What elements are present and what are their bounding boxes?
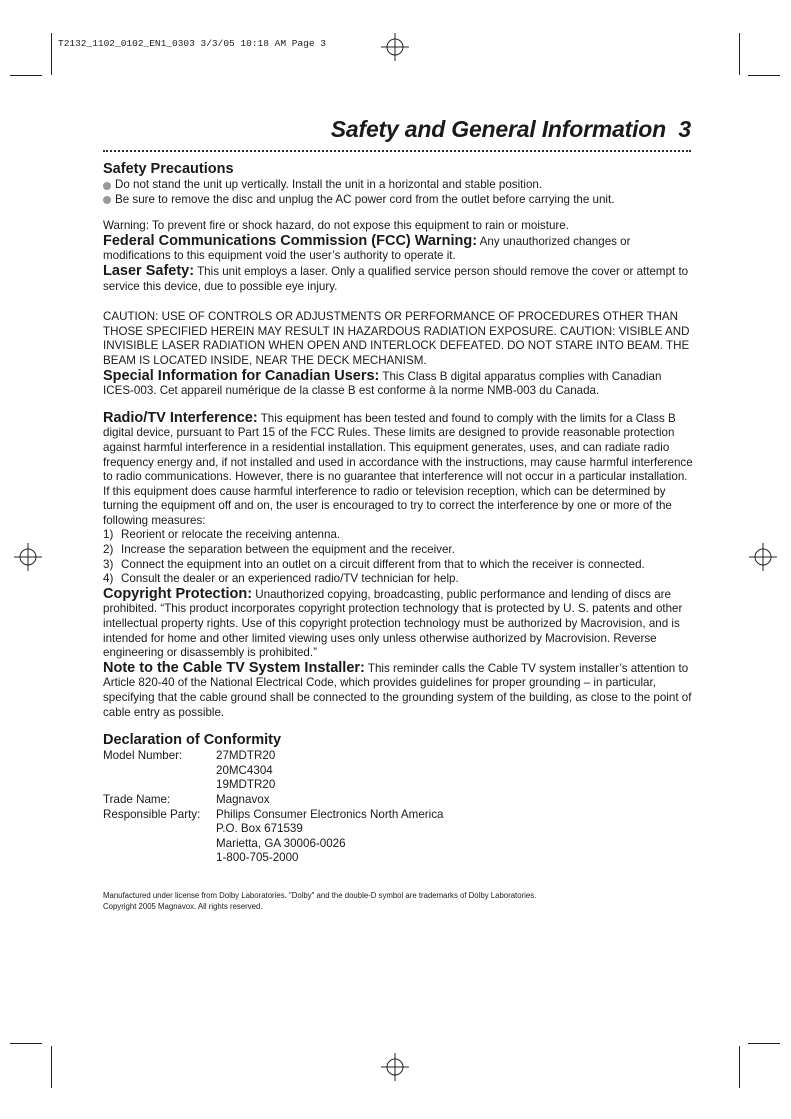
responsible-party-label: Responsible Party: (103, 807, 201, 821)
registration-mark-right-icon (749, 543, 777, 571)
model-number-value: 27MDTR20 (216, 749, 276, 763)
table-row (103, 749, 443, 764)
laser-safety-section (103, 264, 693, 294)
cable-text: This reminder calls the Cable TV system installer’s attention to Article 820-40 of the National Electrical Code, which provides guidelines for proper grounding – in particular, specifying that the cable ground shall be connected to the grounding system of the building, as close to the point of cable entry as possible. (103, 661, 692, 719)
cable-tv-installer-section (103, 661, 693, 720)
list-item-text: Reorient or relocate the receiving antenna. (121, 528, 341, 542)
responsible-party-value: Marietta, GA 30006-0026 (216, 836, 346, 850)
crop-mark-top-right-vertical (739, 33, 740, 75)
list-item-text: Consult the dealer or an experienced radio/TV technician for help. (121, 572, 459, 586)
laser-heading: Laser Safety: (103, 262, 195, 279)
conformity-heading: Declaration of Conformity (103, 732, 282, 749)
canadian-text: This Class B digital apparatus complies with Canadian ICES-003. Cet appareil numérique de la classe B est conforme à la norme NMB-003 du Canada. (103, 369, 662, 398)
crop-mark-bottom-left-horizontal (10, 1043, 42, 1044)
conformity-table (103, 749, 443, 866)
copyright-protection-section (103, 587, 693, 661)
safety-bullet-2: Be sure to remove the disc and unplug the AC power cord from the outlet before carrying the unit. (103, 193, 693, 208)
table-row (103, 808, 443, 823)
table-row (103, 822, 443, 837)
list-item (103, 558, 693, 573)
safety-precautions-section (103, 161, 693, 234)
list-item-number: 1) (103, 528, 114, 542)
responsible-party-value: Philips Consumer Electronics North America (216, 807, 444, 821)
fcc-warning-section (103, 234, 693, 264)
table-row (103, 778, 443, 793)
crop-mark-top-left-vertical (51, 33, 52, 75)
fcc-heading: Federal Communications Commission (FCC) Warning: (103, 232, 478, 249)
list-item (103, 543, 693, 558)
registration-mark-left-icon (14, 543, 42, 571)
copyright-heading: Copyright Protection: (103, 585, 253, 602)
registration-mark-top-icon (381, 33, 409, 61)
crop-mark-bottom-left-vertical (51, 1046, 52, 1088)
responsible-party-value: 1-800-705-2000 (216, 851, 299, 865)
responsible-party-value: P.O. Box 671539 (216, 822, 303, 836)
crop-mark-top-right-horizontal (748, 75, 780, 76)
print-header: T2132_1102_0102_EN1_0303 3/3/05 10:18 AM Page 3 (58, 38, 326, 49)
footnote (103, 890, 693, 912)
copyright-text: Unauthorized copying, broadcasting, public performance and lending of discs are prohibited. “This product incorporates copyright protection technology that is protected by U. S. patents and other intellectual property rights. Use of this copyright protection technology must be authorized by Macrovision, and is intended for home and other limited viewing uses only unless otherwise authorized by Macrovision. Reverse engineering or disassembly is prohibited.” (103, 587, 683, 660)
list-item-number: 2) (103, 543, 114, 557)
crop-mark-bottom-right-horizontal (748, 1043, 780, 1044)
table-row (103, 837, 443, 852)
title-dotted-rule (103, 150, 691, 152)
trade-name-label: Trade Name: (103, 792, 171, 806)
safety-warning: Warning: To prevent fire or shock hazard, do not expose this equipment to rain or moisture. (103, 219, 569, 233)
radio-tv-heading: Radio/TV Interference: (103, 409, 258, 426)
fcc-text: Any unauthorized changes or modifications to this equipment void the user’s authority to operate it. (103, 234, 631, 263)
list-item (103, 572, 693, 587)
safety-bullet-1: Do not stand the unit up vertically. Install the unit in a horizontal and stable position. (103, 178, 693, 193)
radio-tv-section (103, 411, 693, 587)
footnote-copyright: Copyright 2005 Magnavox. All rights reserved. (103, 901, 263, 911)
radio-tv-text: This equipment has been tested and found to comply with the limits for a Class B digital device, pursuant to Part 15 of the FCC Rules. These limits are designed to provide reasonable protection against harmful interference in a residential installation. This equipment generates, uses, and can radiate radio frequency energy and, if not installed and used in accordance with the instructions, may cause harmful interference to radio communications. However, there is no guarantee that interference will not occur in a particular installation. If this equipment does cause harmful interference to radio or television reception, which can be determined by turning the equipment off and on, the user is encouraged to try to correct the interference by one or more of the following measures: (103, 411, 693, 527)
model-number-value: 20MC4304 (216, 763, 273, 777)
table-row (103, 764, 443, 779)
table-row (103, 793, 443, 808)
list-item-number: 3) (103, 557, 114, 571)
trade-name-value: Magnavox (216, 792, 270, 806)
page-title-text: Safety and General Information (330, 116, 667, 142)
list-item-number: 4) (103, 572, 114, 586)
registration-mark-bottom-icon (381, 1053, 409, 1081)
table-row (103, 851, 443, 866)
caution-text: CAUTION: USE OF CONTROLS OR ADJUSTMENTS OR PERFORMANCE OF PROCEDURES OTHER THAN THOSE SPECIFIED HEREIN MAY RESULT IN HAZARDOUS RADIATION EXPOSURE. CAUTION: VISIBLE AND INVISIBLE LASER RADIATION WHEN OPEN AND INTERLOCK DEFEATED. DO NOT STARE INTO BEAM. THE BEAM IS LOCATED INSIDE, NEAR THE DECK MECHANISM. (103, 310, 690, 367)
canadian-users-section (103, 369, 693, 399)
model-number-value: 19MDTR20 (216, 778, 276, 792)
list-item-text: Increase the separation between the equipment and the receiver. (121, 543, 455, 557)
model-number-label: Model Number: (103, 749, 183, 763)
list-item (103, 528, 693, 543)
laser-text: This unit employs a laser. Only a qualified service person should remove the cover or attempt to service this device, due to possible eye injury. (103, 264, 689, 293)
declaration-of-conformity-section (103, 732, 693, 866)
footnote-dolby: Manufactured under license from Dolby Laboratories. "Dolby" and the double-D symbol are trademarks of Dolby Laboratories. (103, 890, 537, 900)
safety-precautions-heading: Safety Precautions (103, 161, 234, 177)
cable-heading: Note to the Cable TV System Installer: (103, 659, 365, 676)
crop-mark-top-left-horizontal (10, 75, 42, 76)
measures-list (103, 528, 693, 586)
page-content (103, 161, 693, 912)
page-title (331, 116, 691, 143)
page-number: 3 (678, 116, 691, 142)
radio-tv-paragraph (103, 411, 693, 529)
crop-mark-bottom-right-vertical (739, 1046, 740, 1088)
canadian-heading: Special Information for Canadian Users: (103, 367, 380, 384)
list-item-text: Connect the equipment into an outlet on a circuit different from that to which the receiver is connected. (121, 557, 645, 571)
